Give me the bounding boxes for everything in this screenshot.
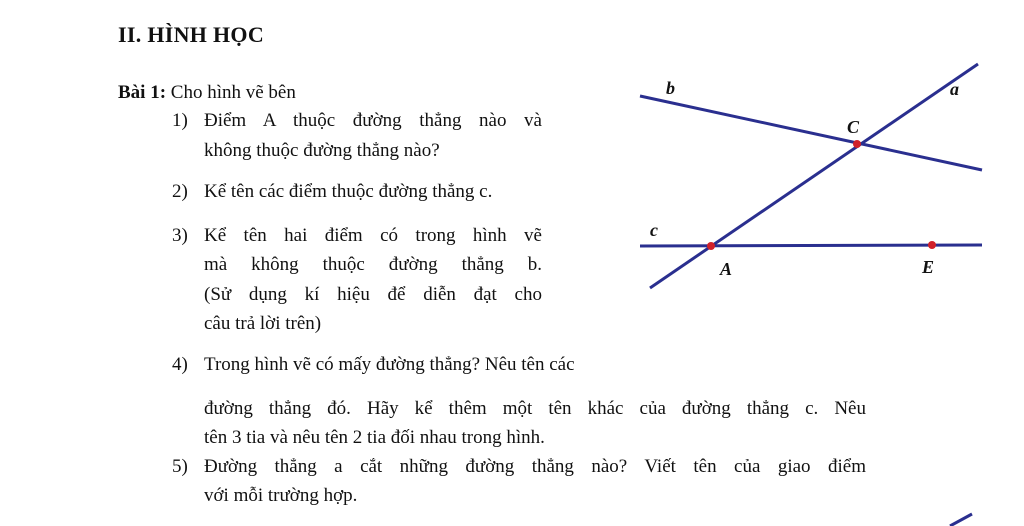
label-a: a (950, 79, 959, 99)
question-3-line-3: (Sử dụng kí hiệu để diễn đạt cho (204, 284, 542, 305)
label-A: A (720, 259, 733, 279)
point-C (853, 140, 861, 148)
question-4-number: 4) (172, 354, 188, 375)
section-title: II. HÌNH HỌC (118, 22, 265, 47)
label-c: c (650, 220, 658, 240)
question-3-line-2: mà không thuộc đường thẳng b. (204, 254, 542, 275)
question-5-line-1: Đường thẳng a cắt những đường thẳng nào? Viết tên của giao điểm (204, 456, 866, 477)
label-C: C (847, 117, 860, 137)
point-E (928, 241, 936, 249)
figure-lines (640, 64, 982, 526)
question-1-number: 1) (172, 110, 188, 131)
question-4-line-1: Trong hình vẽ có mấy đường thẳng? Nêu tên các (204, 354, 575, 375)
question-2-line-1: Kể tên các điểm thuộc đường thẳng c. (204, 181, 493, 202)
question-3-line-1: Kể tên hai điểm có trong hình vẽ (204, 225, 542, 246)
line-a (650, 64, 978, 288)
exercise-label: Bài 1: (118, 82, 167, 103)
line-b (640, 96, 982, 170)
question-5-line-2: với mỗi trường hợp. (204, 485, 358, 506)
question-4-line-3: tên 3 tia và nêu tên 2 tia đối nhau trong hình. (204, 427, 545, 448)
question-4-line-2: đường thẳng đó. Hãy kể thêm một tên khác của đường thẳng c. Nêu (204, 398, 866, 419)
figure-points (707, 140, 936, 250)
question-3-number: 3) (172, 225, 188, 246)
exercise-intro-text: Cho hình vẽ bên (166, 82, 296, 103)
label-b: b (666, 78, 675, 98)
question-2-number: 2) (172, 181, 188, 202)
question-1-line-1: Điểm A thuộc đường thẳng nào và (204, 110, 542, 131)
question-1-line-2: không thuộc đường thẳng nào? (204, 140, 440, 161)
question-5-number: 5) (172, 456, 188, 477)
point-A (707, 242, 715, 250)
edge-line-fragment (950, 514, 972, 526)
label-E: E (922, 257, 935, 277)
question-3-line-4: câu trả lời trên) (204, 313, 322, 334)
